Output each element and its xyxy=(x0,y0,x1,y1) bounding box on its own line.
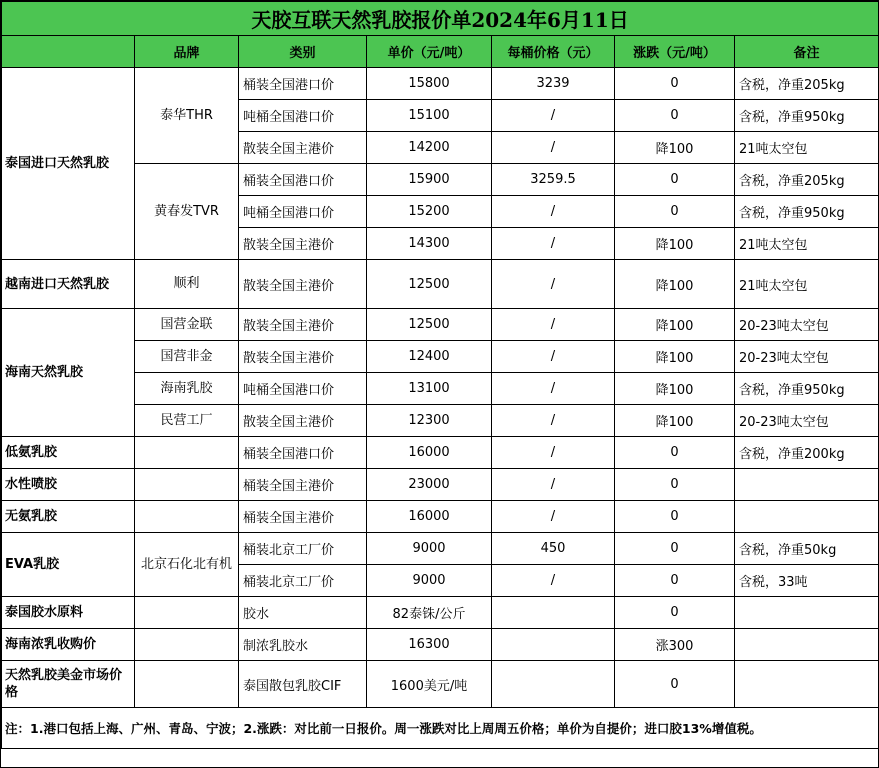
category-low-ammonia: 低氨乳胶 xyxy=(2,437,135,469)
type-cell: 泰国散包乳胶CIF xyxy=(239,661,367,708)
category-waterborne: 水性喷胶 xyxy=(2,469,135,501)
change-cell: 0 xyxy=(615,565,735,597)
change-cell: 涨300 xyxy=(615,629,735,661)
change-cell: 降100 xyxy=(615,341,735,373)
type-cell: 胶水 xyxy=(239,597,367,629)
change-cell: 0 xyxy=(615,597,735,629)
barrel-cell: / xyxy=(492,260,615,309)
type-cell: 散装全国主港价 xyxy=(239,260,367,309)
brand-beijing-shihua: 北京石化北有机 xyxy=(135,533,239,597)
change-cell: 0 xyxy=(615,196,735,228)
category-hainan: 海南天然乳胶 xyxy=(2,309,135,437)
category-ammonia-free: 无氨乳胶 xyxy=(2,501,135,533)
header-row xyxy=(2,36,879,68)
category-eva: EVA乳胶 xyxy=(2,533,135,597)
barrel-cell: / xyxy=(492,469,615,501)
note-cell: 21吨太空包 xyxy=(735,260,879,309)
barrel-cell: / xyxy=(492,100,615,132)
price-cell: 15800 xyxy=(367,68,492,100)
header-category xyxy=(2,36,135,68)
change-cell: 0 xyxy=(615,501,735,533)
type-cell: 桶装全国主港价 xyxy=(239,469,367,501)
note-cell: 含税，净重205kg xyxy=(735,68,879,100)
price-cell: 9000 xyxy=(367,533,492,565)
footnote: 注：1.港口包括上海、广州、青岛、宁波；2.涨跌：对比前一日报价。周一涨跌对比上周周五价格；单价为自提价；进口胶13%增值税。 xyxy=(2,708,879,749)
header-type: 类别 xyxy=(239,36,367,68)
brand-taihua: 泰华THR xyxy=(135,68,239,164)
table-row xyxy=(2,629,879,661)
type-cell: 桶装全国主港价 xyxy=(239,501,367,533)
header-barrel-price: 每桶价格（元） xyxy=(492,36,615,68)
barrel-cell xyxy=(492,661,615,708)
category-thai-glue: 泰国胶水原料 xyxy=(2,597,135,629)
change-cell: 降100 xyxy=(615,260,735,309)
note-cell: 含税，33吨 xyxy=(735,565,879,597)
barrel-cell: 450 xyxy=(492,533,615,565)
table-row xyxy=(2,437,879,469)
type-cell: 散装全国主港价 xyxy=(239,309,367,341)
change-cell: 0 xyxy=(615,661,735,708)
price-cell: 82泰铢/公斤 xyxy=(367,597,492,629)
barrel-cell xyxy=(492,629,615,661)
table-row xyxy=(2,533,879,565)
type-cell: 散装全国主港价 xyxy=(239,405,367,437)
table-row xyxy=(2,260,879,309)
table-row xyxy=(2,309,879,341)
change-cell: 降100 xyxy=(615,373,735,405)
barrel-cell: / xyxy=(492,373,615,405)
header-note: 备注 xyxy=(735,36,879,68)
category-usd-market: 天然乳胶美金市场价格 xyxy=(2,661,135,708)
type-cell: 桶装全国港口价 xyxy=(239,68,367,100)
price-cell: 14300 xyxy=(367,228,492,260)
header-brand: 品牌 xyxy=(135,36,239,68)
table-row xyxy=(2,469,879,501)
type-cell: 散装全国主港价 xyxy=(239,228,367,260)
note-cell: 21吨太空包 xyxy=(735,228,879,260)
brand-shunli: 顺利 xyxy=(135,260,239,309)
price-cell: 15900 xyxy=(367,164,492,196)
barrel-cell: / xyxy=(492,405,615,437)
change-cell: 降100 xyxy=(615,132,735,164)
sheet-title: 天胶互联天然乳胶报价单2024年6月11日 xyxy=(2,2,879,36)
price-cell: 12500 xyxy=(367,260,492,309)
brand-empty xyxy=(135,597,239,629)
type-cell: 桶装全国港口价 xyxy=(239,437,367,469)
brand-minying: 民营工厂 xyxy=(135,405,239,437)
barrel-cell: / xyxy=(492,132,615,164)
brand-empty xyxy=(135,661,239,708)
brand-empty xyxy=(135,437,239,469)
change-cell: 0 xyxy=(615,164,735,196)
price-cell: 12500 xyxy=(367,309,492,341)
category-hainan-conc: 海南浓乳收购价 xyxy=(2,629,135,661)
price-cell: 16000 xyxy=(367,501,492,533)
note-cell: 20-23吨太空包 xyxy=(735,405,879,437)
brand-empty xyxy=(135,469,239,501)
type-cell: 桶装北京工厂价 xyxy=(239,565,367,597)
type-cell: 散装全国主港价 xyxy=(239,341,367,373)
type-cell: 制浓乳胶水 xyxy=(239,629,367,661)
barrel-cell: / xyxy=(492,565,615,597)
barrel-cell: / xyxy=(492,309,615,341)
type-cell: 吨桶全国港口价 xyxy=(239,373,367,405)
brand-guoying-jinlian: 国营金联 xyxy=(135,309,239,341)
change-cell: 降100 xyxy=(615,228,735,260)
change-cell: 降100 xyxy=(615,405,735,437)
price-cell: 16300 xyxy=(367,629,492,661)
price-cell: 1600美元/吨 xyxy=(367,661,492,708)
note-cell: 含税，净重950kg xyxy=(735,196,879,228)
price-cell: 16000 xyxy=(367,437,492,469)
price-cell: 14200 xyxy=(367,132,492,164)
note-cell xyxy=(735,661,879,708)
category-thai: 泰国进口天然乳胶 xyxy=(2,68,135,260)
price-cell: 9000 xyxy=(367,565,492,597)
price-table xyxy=(1,1,879,749)
price-cell: 15100 xyxy=(367,100,492,132)
table-row xyxy=(2,501,879,533)
barrel-cell: / xyxy=(492,196,615,228)
change-cell: 0 xyxy=(615,68,735,100)
type-cell: 吨桶全国港口价 xyxy=(239,100,367,132)
barrel-cell xyxy=(492,597,615,629)
table-row xyxy=(2,68,879,100)
type-cell: 散装全国主港价 xyxy=(239,132,367,164)
change-cell: 降100 xyxy=(615,309,735,341)
change-cell: 0 xyxy=(615,100,735,132)
barrel-cell: / xyxy=(492,228,615,260)
note-cell: 含税，净重950kg xyxy=(735,100,879,132)
note-cell xyxy=(735,629,879,661)
type-cell: 吨桶全国港口价 xyxy=(239,196,367,228)
change-cell: 0 xyxy=(615,469,735,501)
barrel-cell: / xyxy=(492,341,615,373)
barrel-cell: 3259.5 xyxy=(492,164,615,196)
brand-empty xyxy=(135,501,239,533)
table-row xyxy=(2,597,879,629)
barrel-cell: / xyxy=(492,437,615,469)
note-cell: 20-23吨太空包 xyxy=(735,341,879,373)
price-cell: 15200 xyxy=(367,196,492,228)
note-cell xyxy=(735,469,879,501)
header-price: 单价（元/吨） xyxy=(367,36,492,68)
note-cell: 20-23吨太空包 xyxy=(735,309,879,341)
brand-hainan-rubber: 海南乳胶 xyxy=(135,373,239,405)
note-cell xyxy=(735,597,879,629)
type-cell: 桶装全国港口价 xyxy=(239,164,367,196)
barrel-cell: / xyxy=(492,501,615,533)
change-cell: 0 xyxy=(615,437,735,469)
note-cell: 21吨太空包 xyxy=(735,132,879,164)
change-cell: 0 xyxy=(615,533,735,565)
price-cell: 13100 xyxy=(367,373,492,405)
category-vietnam: 越南进口天然乳胶 xyxy=(2,260,135,309)
price-cell: 12400 xyxy=(367,341,492,373)
note-cell: 含税，净重200kg xyxy=(735,437,879,469)
note-cell: 含税，净重50kg xyxy=(735,533,879,565)
header-change: 涨跌（元/吨） xyxy=(615,36,735,68)
note-cell: 含税，净重950kg xyxy=(735,373,879,405)
brand-huangchunfa: 黄春发TVR xyxy=(135,164,239,260)
note-cell: 含税，净重205kg xyxy=(735,164,879,196)
note-cell xyxy=(735,501,879,533)
price-cell: 23000 xyxy=(367,469,492,501)
brand-empty xyxy=(135,629,239,661)
price-cell: 12300 xyxy=(367,405,492,437)
type-cell: 桶装北京工厂价 xyxy=(239,533,367,565)
barrel-cell: 3239 xyxy=(492,68,615,100)
brand-guoying-feijin: 国营非金 xyxy=(135,341,239,373)
table-row xyxy=(2,661,879,708)
